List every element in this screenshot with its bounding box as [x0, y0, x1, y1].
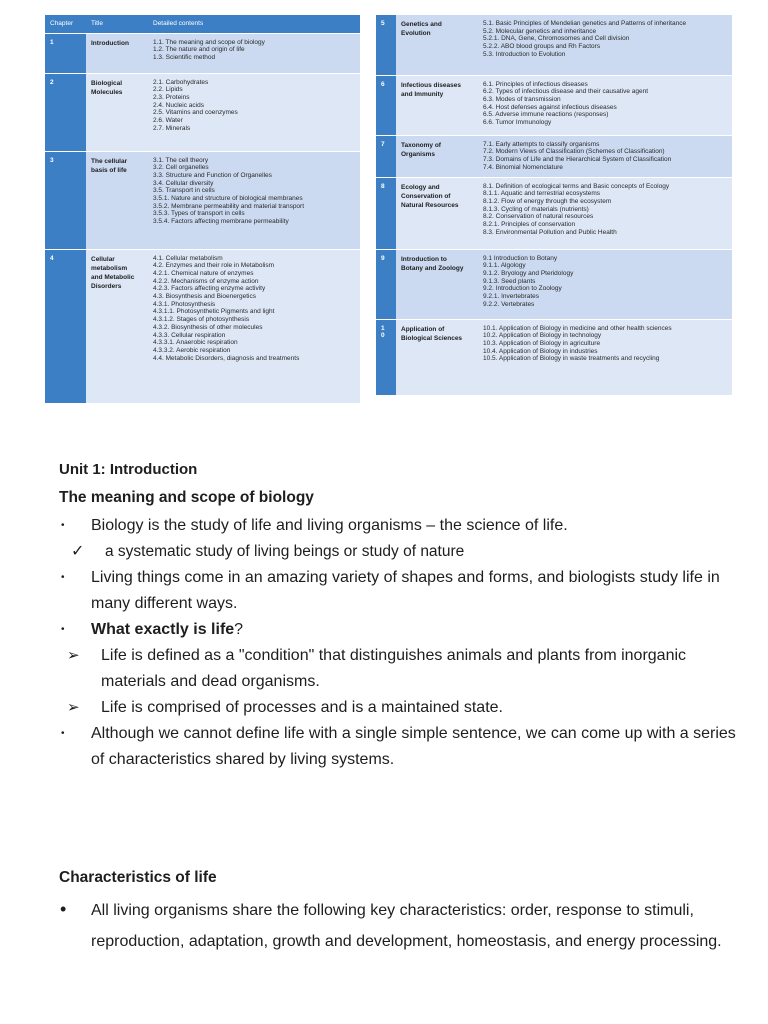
syllabus-left-body [45, 33, 360, 403]
chapter-title: Biological Molecules [86, 73, 148, 151]
list-item-text: All living organisms share the following key characteristics: order, response to stimuli, reproduction, adaptation, growth and development, homeostasis, and energy processing. [91, 902, 722, 950]
chapter-number: 6 [376, 75, 396, 135]
list-item [59, 695, 749, 721]
header-chapter: Chapter [45, 15, 86, 33]
chapter-title: The cellular basis of life [86, 151, 148, 249]
syllabus-table-left [45, 15, 360, 404]
chapter-number: 7 [376, 135, 396, 177]
chapter-contents: 6.1. Principles of infectious diseases 6.2. Types of infectious disease and their causative agent 6.3. Modes of transmission 6.4. Host defenses against infectious diseases 6.5. Adverse immune reactions (responses) 6.6. Tumor Immunology [478, 75, 732, 135]
chapter-contents: 7.1. Early attempts to classify organisms 7.2. Modern Views of Classification (Schemes of Classification) 7.3. Domains of Life and the Hierarchical System of Classification 7.4. Binomial Nomenclature [478, 135, 732, 177]
chapter-number: 3 [45, 151, 86, 249]
chapter-number: 5 [376, 15, 396, 75]
bullet-icon: • [60, 899, 67, 919]
chapter-contents: 4.1. Cellular metabolism 4.2. Enzymes and their role in Metabolism 4.2.1. Chemical nature of enzymes 4.2.2. Mechanisms of enzyme action 4.2.3. Factors affecting enzyme activity 4.3. Biosynthesis and Bioenergetics 4.3.1. Photosynthesis 4.3.1.1. Photosynthetic Pigments and light 4.3.1.2. Stages of photosynthesis 4.3.2. Biosynthesis of other molecules 4.3.3. Cellular respiration 4.3.3.1. Anaerobic respiration 4.3.3.2. Aerobic respiration 4.4. Metabolic Disorders, diagnosis and treatments [148, 249, 360, 403]
section-heading: The meaning and scope of biology [59, 489, 314, 506]
syllabus-row [376, 319, 732, 395]
chapter-number: 1 0 [376, 319, 396, 395]
chapter-contents: 10.1. Application of Biology in medicine and other health sciences 10.2. Application of Biology in technology 10.3. Application of Biology in agriculture 10.4. Application of Biology in industries 10.5. Application of Biology in waste treatments and recycling [478, 319, 732, 395]
syllabus-row [376, 15, 732, 75]
chapter-number: 9 [376, 249, 396, 319]
chapter-number: 4 [45, 249, 86, 403]
syllabus-row [45, 73, 360, 151]
syllabus-row [376, 177, 732, 249]
bullet-icon: • [61, 624, 65, 635]
chapter-contents: 1.1. The meaning and scope of biology 1.2. The nature and origin of life 1.3. Scientific method [148, 33, 360, 73]
syllabus-row [45, 151, 360, 249]
list-item-bold-text: What exactly is life [91, 621, 235, 638]
arrow-bullet-icon: ➢ [67, 699, 80, 716]
list-item [59, 721, 749, 773]
list-item [59, 565, 749, 617]
list-item [59, 895, 749, 957]
chapter-title: Introduction [86, 33, 148, 73]
chapter-contents: 3.1. The cell theory 3.2. Cell organelles 3.3. Structure and Function of Organelles 3.4. Cellular diversity 3.5. Transport in cells 3.5.1. Nature and structure of biological membranes 3.5.2. Membrane permeability and material transport 3.5.3. Types of transport in cells 3.5.4. Factors affecting membrane permeability [148, 151, 360, 249]
chapter-contents: 9.1 Introduction to Botany 9.1.1. Algology 9.1.2. Bryology and Pteridology 9.1.3. Seed plants 9.2. Introduction to Zoology 9.2.1. Invertebrates 9.2.2. Vertebrates [478, 249, 732, 319]
chapter-title: Taxonomy of Organisms [396, 135, 478, 177]
unit-heading: Unit 1: Introduction [59, 461, 198, 478]
list-item-text: Life is defined as a "condition" that distinguishes animals and plants from inorganic materials and dead organisms. [101, 647, 687, 690]
table-header-row [45, 15, 360, 33]
chapter-contents: 8.1. Definition of ecological terms and Basic concepts of Ecology 8.1.1. Aquatic and terrestrial ecosystems 8.1.2. Flow of energy through the ecosystem 8.1.3. Cycling of materials (nutrients) 8.2. Conservation of natural resources 8.2.1. Principles of conservation 8.3. Environmental Pollution and Public Health [478, 177, 732, 249]
header-contents: Detailed contents [148, 15, 360, 33]
list-item-text: Although we cannot define life with a single simple sentence, we can come up with a series of characteristics shared by living systems. [91, 725, 736, 768]
chapter-contents: 5.1. Basic Principles of Mendelian genetics and Patterns of inheritance 5.2. Molecular genetics and inheritance 5.2.1. DNA, Gene, Chromosomes and Cell division 5.2.2. ABO blood groups and Rh Factors 5.3. Introduction to Evolution [478, 15, 732, 75]
characteristics-heading: Characteristics of life [59, 869, 217, 886]
list-item-text: Life is comprised of processes and is a maintained state. [101, 699, 503, 716]
checkmark-icon: ✓ [71, 543, 85, 560]
syllabus-table-right [376, 15, 732, 396]
arrow-bullet-icon: ➢ [67, 647, 80, 664]
list-item-text: Living things come in an amazing variety of shapes and forms, and biologists study life in many different ways. [91, 569, 720, 612]
chapter-title: Cellular metabolism and Metabolic Disorders [86, 249, 148, 403]
syllabus-row [45, 249, 360, 403]
syllabus-row [376, 75, 732, 135]
chapter-title: Ecology and Conservation of Natural Resources [396, 177, 478, 249]
syllabus-right-body [376, 15, 732, 395]
syllabus-row [376, 135, 732, 177]
list-item-text: a systematic study of living beings or study of nature [105, 543, 465, 560]
chapter-number: 1 [45, 33, 86, 73]
list-item [59, 643, 749, 695]
chapter-title: Application of Biological Sciences [396, 319, 478, 395]
chapter-title: Introduction to Botany and Zoology [396, 249, 478, 319]
list-item [59, 539, 749, 565]
question-mark: ? [234, 621, 244, 638]
list-item-text: Biology is the study of life and living organisms – the science of life. [91, 517, 568, 534]
chapter-title: Infectious diseases and Immunity [396, 75, 478, 135]
list-item [59, 513, 749, 539]
chapter-number: 8 [376, 177, 396, 249]
bullet-icon: • [61, 728, 65, 739]
syllabus-row [45, 33, 360, 73]
bullet-icon: • [61, 572, 65, 583]
chapter-contents: 2.1. Carbohydrates 2.2. Lipids 2.3. Proteins 2.4. Nucleic acids 2.5. Vitamins and coenzymes 2.6. Water 2.7. Minerals [148, 73, 360, 151]
header-title: Title [86, 15, 148, 33]
bullet-icon: • [61, 520, 65, 531]
chapter-title: Genetics and Evolution [396, 15, 478, 75]
chapter-number: 2 [45, 73, 86, 151]
list-item [59, 617, 749, 643]
syllabus-row [376, 249, 732, 319]
notes-section [59, 459, 749, 957]
